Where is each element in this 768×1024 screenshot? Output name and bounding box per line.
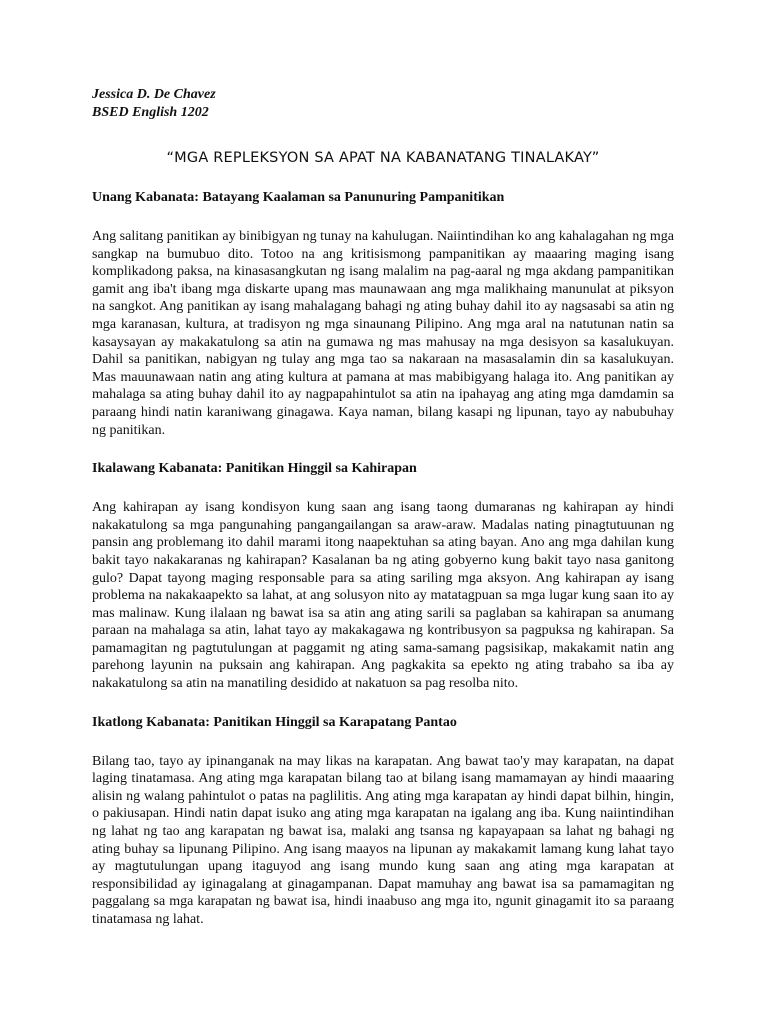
- section-paragraph-3: Bilang tao, tayo ay ipinanganak na may likas na karapatan. Ang bawat tao'y may karapatan, na dapat laging tinatamasa. Ang ating mga karapatan bilang tao at bilang isang mamamayan ay hindi maaaring alisin ng walang pahintulot o patas na paglilitis. Ang ating mga karapatan ay hindi dapat bilhin, hingin, o pakiusapan. Hindi natin dapat isuko ang ating mga karapatan na igalang ang iba. Kung naiintindihan ng lahat ng tao ang karapatan ng bawat isa, malaki ang tsansa ng kapayapaan sa lahat ng bahagi ng ating buhay sa lipunang Pilipino. Ang isang maayos na lipunan ay makakamit lamang kung lahat tayo ay magtutulungan upang itaguyod ang isang mundo kung saan ang ating mga karapatan at responsibilidad ay iginagalang at ginagampanan. Dapat mamuhay ang bawat isa sa pamamagitan ng paggalang sa mga karapatan ng bawat isa, hindi inaabuso ang mga ito, ngunit ginagamit ito sa paraang tinatamasa ng lahat.: [92, 753, 674, 927]
- author-name: Jessica D. De Chavez: [92, 87, 216, 102]
- section-heading-3: Ikatlong Kabanata: Panitikan Hinggil sa Karapatang Pantao: [92, 714, 457, 730]
- section-paragraph-1: Ang salitang panitikan ay binibigyan ng tunay na kahulugan. Naiintindihan ko ang kahalagahan ng mga sangkap na bumubuo dito. Totoo na ang kritisismong pampanitikan ay maaaring maging isang komplikadong paksa, na kinasasangkutan ng isang malalim na pag-aaral ng mga akdang pampanitikan gamit ang iba't ibang mga diskarte upang mas maunawaan ang mga malikhaing manunulat at piksyon na sangkot. Ang panitikan ay isang mahalagang bahagi ng ating buhay dahil ito ay nagsasabi sa atin ng mga karanasan, kultura, at tradisyon ng mga sinaunang Pilipino. Ang mga aral na natutunan natin sa kasaysayan ay makakatulong sa atin na gumawa ng mas mahusay na mga desisyon sa kasalukuyan. Dahil sa panitikan, nabigyan ng tulay ang mga tao sa nakaraan na masasalamin din sa kasalukuyan. Mas mauunawaan natin ang ating kultura at pamana at mas mabibigyang halaga ito. Ang panitikan ay mahalaga sa ating buhay dahil ito ay nagpapahintulot sa atin na ipahayag ang ating mga damdamin sa paraang hindi natin karaniwang ginagawa. Kaya naman, bilang kasapi ng lipunan, tayo ay nabubuhay ng panitikan.: [92, 229, 674, 438]
- section-heading-1: Unang Kabanata: Batayang Kaalaman sa Panunuring Pampanitikan: [92, 190, 505, 205]
- section-paragraph-2: Ang kahirapan ay isang kondisyon kung saan ang isang taong dumaranas ng kahirapan ay hindi nakakatulong sa mga pangunahing pangangailangan sa araw-araw. Madalas nating pinagtutuunan ng pansin ang problemang ito dahil marami itong naapektuhan sa ating bayan. Ano ang mga dahilan kung bakit tayo nakakaranas ng kahirapan? Kasalanan ba ng ating gobyerno kung bakit tayo nasa ganitong gulo? Dapat tayong maging responsable para sa ating sariling mga aksyon. Ang kahirapan ay isang problema na nakakaapekto sa lahat, at ang solusyon nito ay matatagpuan sa mga lugar kung saan ito ay mas malinaw. Kung ilalaan ng bawat isa sa atin ang ating sarili sa paglaban sa kahirapan sa anumang paraan na mahalaga sa atin, lahat tayo ay makakagawa ng kontribusyon sa pagpuksa ng kahirapan. Sa pamamagitan ng pagtutulungan at paggamit ng ating sama-samang pagsisikap, makakamit natin ang parehong layunin na puksain ang kahirapan. Ang pagkakita sa epekto ng ating trabaho sa iba ay nakakatulong sa atin na manatiling desidido at nakatuon sa pag resolba nito.: [92, 500, 674, 692]
- section-heading-2: Ikalawang Kabanata: Panitikan Hinggil sa Kahirapan: [92, 461, 417, 477]
- document-title: “MGA REPLEKSYON SA APAT NA KABANATANG TINALAKAY”: [166, 150, 600, 166]
- document-page: [92, 86, 674, 929]
- course-code: BSED English 1202: [92, 105, 209, 120]
